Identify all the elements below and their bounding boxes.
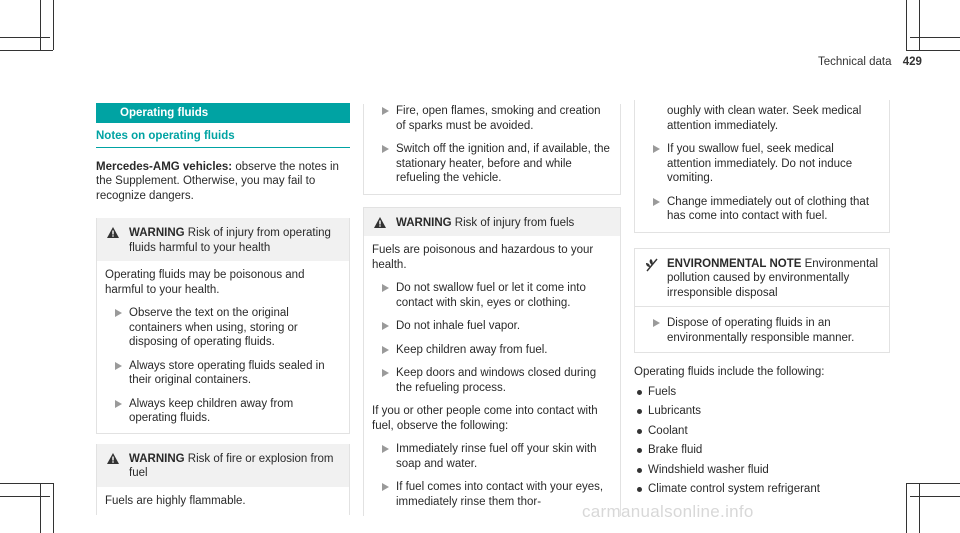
list-item-text: Brake fluid: [648, 444, 703, 456]
warning-box: [96, 444, 350, 516]
bullet-icon: [637, 390, 642, 395]
crop-mark: [0, 496, 50, 497]
step-arrow-icon: [115, 309, 122, 317]
step-arrow-icon: [653, 198, 660, 206]
bullet-icon: [637, 448, 642, 453]
crop-mark: [0, 37, 50, 38]
intro-text: observe the notes in the Supplement. Otherwise, you may fail to recognize dangers.: [96, 160, 339, 202]
step-text: Switch off the ignition and, if available, the stationary heater, before and while refueling the vehicle.: [396, 143, 610, 184]
crop-mark: [910, 37, 960, 38]
warning-continued-box: [634, 100, 890, 233]
warning-text: Fuels are highly flammable.: [105, 494, 246, 507]
environmental-note-header: [635, 249, 889, 307]
list-intro: Operating fluids include the following:: [634, 366, 825, 378]
page-header: [818, 55, 922, 70]
contact-text: If you or other people come into contact with fuel, observe the following:: [372, 405, 598, 432]
crop-mark: [906, 0, 907, 50]
warning-header: [97, 218, 349, 261]
instruction-step: [372, 366, 612, 395]
warning-label: WARNING: [129, 227, 185, 239]
watermark: carmanualsonline.info: [582, 502, 754, 521]
crop-mark: [906, 483, 960, 484]
crop-mark: [919, 0, 920, 50]
subsection-title: Notes on operating fluids: [96, 129, 350, 148]
warning-continued-box: [363, 104, 621, 195]
intro-bold: Mercedes-AMG vehicles:: [96, 160, 233, 173]
instruction-step: [643, 142, 881, 186]
step-arrow-icon: [653, 145, 660, 153]
instruction-step: [372, 319, 612, 334]
list-item-text: Climate control system refrigerant: [648, 483, 820, 495]
step-arrow-icon: [382, 483, 389, 491]
column-2: [363, 100, 621, 516]
step-arrow-icon: [115, 362, 122, 370]
step-arrow-icon: [115, 400, 122, 408]
step-text: If you swallow fuel, seek medical attention immediately. Do not induce vomiting.: [667, 143, 853, 184]
crop-mark: [53, 483, 54, 533]
step-text: Always store operating fluids sealed in their original containers.: [129, 359, 325, 386]
instruction-step: [643, 195, 881, 224]
list-item-text: Lubricants: [648, 405, 702, 417]
list-item-text: Windshield washer fluid: [648, 463, 769, 476]
step-text: Keep doors and windows closed during the refueling process.: [396, 367, 597, 394]
crop-mark: [910, 496, 960, 497]
instruction-step: [372, 480, 612, 509]
step-text: Fire, open flames, smoking and creation of sparks must be avoided.: [396, 105, 601, 132]
crop-mark: [919, 483, 920, 533]
step-arrow-icon: [382, 369, 389, 377]
step-text: Observe the text on the original containers when using, storing or disposing of operating fluids.: [129, 307, 298, 348]
crop-mark: [0, 483, 53, 484]
warning-header: [97, 444, 349, 487]
warning-box: [363, 207, 621, 517]
instruction-step: [105, 397, 341, 426]
step-text: Dispose of operating fluids in an environmentally responsible manner.: [667, 317, 855, 344]
instruction-step: [105, 359, 341, 388]
step-text: Always keep children away from operating fluids.: [129, 397, 294, 424]
environmental-note-heading: Environmental pollution caused by environmentally irresponsible disposal: [667, 257, 879, 299]
step-text: Immediately rinse fuel off your skin with soap and water.: [396, 443, 597, 470]
bullet-icon: [637, 487, 642, 492]
warning-header: [364, 208, 620, 237]
page-number: 429: [902, 56, 922, 68]
warning-text: Fuels are poisonous and hazardous to your health.: [372, 244, 594, 271]
step-arrow-icon: [382, 284, 389, 292]
crop-mark: [40, 0, 41, 50]
warning-triangle-icon: [374, 217, 386, 228]
continued-text: oughly with clean water. Seek medical attention immediately.: [667, 105, 862, 132]
list-item: [634, 424, 890, 439]
crop-mark: [53, 0, 54, 50]
environmental-note-label: ENVIRONMENTAL NOTE: [667, 257, 802, 270]
step-text: If fuel comes into contact with your eyes, immediately rinse them thor-: [396, 481, 604, 508]
warning-label: WARNING: [129, 452, 185, 465]
warning-triangle-icon: [107, 453, 119, 464]
step-text: Change immediately out of clothing that has come into contact with fuel.: [667, 195, 870, 222]
list-item: [634, 463, 890, 478]
warning-triangle-icon: [107, 227, 119, 238]
step-arrow-icon: [382, 346, 389, 354]
step-arrow-icon: [382, 322, 389, 330]
environmental-note-box: [634, 248, 890, 354]
warning-body: [364, 236, 620, 516]
environment-leaf-icon: [645, 258, 659, 272]
crop-mark: [906, 483, 907, 533]
crop-mark: [906, 50, 960, 51]
list-item: [634, 385, 890, 400]
crop-mark: [40, 483, 41, 533]
step-text: Do not swallow fuel or let it come into contact with skin, eyes or clothing.: [396, 282, 586, 309]
list-item: [634, 482, 890, 497]
warning-text: Operating fluids may be poisonous and harmful to your health.: [105, 269, 305, 296]
environmental-note-body: [635, 306, 889, 352]
warning-heading: Risk of injury from operating fluids harmful to your health: [129, 227, 331, 254]
bullet-icon: [637, 429, 642, 434]
instruction-step: [372, 142, 612, 186]
step-arrow-icon: [653, 319, 660, 327]
instruction-step: [643, 316, 881, 345]
crop-mark: [0, 50, 53, 51]
bullet-icon: [637, 468, 642, 473]
section-title: Operating fluids: [96, 103, 350, 123]
list-item-text: Fuels: [648, 385, 677, 398]
warning-body: [97, 261, 349, 433]
instruction-step: [372, 442, 612, 471]
intro-paragraph: [96, 160, 350, 204]
step-text: Keep children away from fuel.: [396, 343, 548, 356]
warning-box: [96, 218, 350, 434]
step-arrow-icon: [382, 445, 389, 453]
header-section: Technical data: [818, 56, 892, 68]
column-3: [634, 100, 890, 497]
step-text: Do not inhale fuel vapor.: [396, 320, 521, 332]
step-arrow-icon: [382, 107, 389, 115]
warning-heading: Risk of fire or explosion from fuel: [129, 452, 334, 479]
warning-heading: Risk of injury from fuels: [451, 216, 575, 229]
list-item: [634, 443, 890, 458]
list-item: [634, 404, 890, 419]
column-1: [96, 103, 350, 515]
instruction-step: [372, 343, 612, 358]
instruction-step: [105, 306, 341, 350]
instruction-step: [372, 104, 612, 133]
step-arrow-icon: [382, 145, 389, 153]
list-item-text: Coolant: [648, 424, 688, 437]
bullet-icon: [637, 409, 642, 414]
warning-body: [97, 487, 349, 516]
warning-label: WARNING: [396, 216, 452, 229]
instruction-step: [372, 281, 612, 310]
